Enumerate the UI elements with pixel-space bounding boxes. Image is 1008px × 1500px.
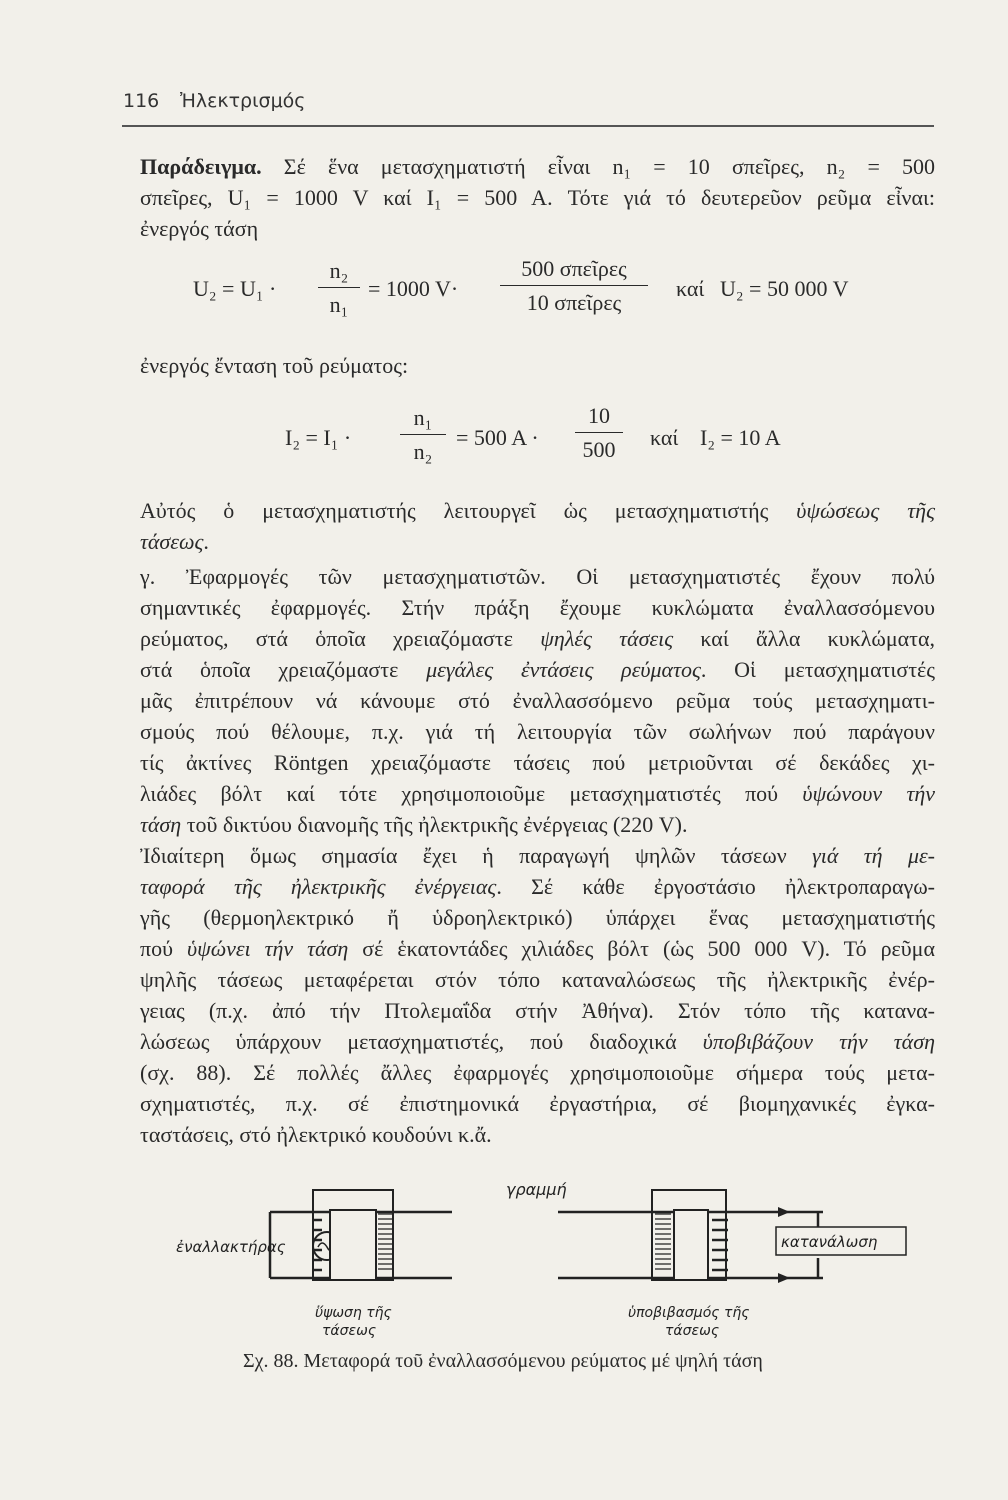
italic-text: ὑψώνουν τήν [802, 781, 936, 806]
text-line [140, 842, 935, 870]
italic-text: τάσεως [140, 529, 204, 554]
text-segment: γειας (π.χ. ἀπό τήν Πτολεμαΐδα στήν Ἀθήνα). Στόν τόπο τῆς κατανα- [140, 998, 935, 1023]
italic-text: μεγάλες ἐντάσεις ρεύματος [426, 657, 701, 682]
eq1-fraction-values [500, 256, 648, 316]
eq2-left: I₂ = I₁ · [285, 425, 352, 450]
text-line [140, 935, 935, 963]
text-line [140, 625, 935, 653]
text-line [140, 594, 935, 622]
text-line [140, 153, 935, 181]
text-line [140, 563, 935, 591]
text-segment: μᾶς ἐπιτρέπουν νά κάνουμε στό ἐναλλασσόμενο ρεῦμα τούς μετασχηματι- [140, 688, 935, 713]
text-segment: τοῦ δικτύου διανομῆς τῆς ἠλεκτρικῆς ἐνέργειας (220 V). [181, 812, 688, 837]
step-down-label-2: τάσεως [665, 1323, 720, 1339]
numerator: 10 [575, 403, 623, 433]
italic-text: ὑψώνει τήν τάση [186, 936, 349, 961]
text-segment: Οἱ μετασχηματιστές ἔχουν πολύ [545, 564, 935, 589]
eq1-mid: = 1000 V· [368, 276, 459, 301]
numerator: n₂ [318, 258, 360, 288]
text-line [140, 873, 935, 901]
denominator: n₁ [329, 292, 349, 317]
step-up-label: ὕψωση τῆς [315, 1305, 392, 1321]
step-down-transformer-icon [652, 1190, 726, 1280]
step-up-transformer-icon [313, 1190, 393, 1280]
text-segment: γῆς (θερμοηλεκτρικό ἤ ὑδροηλεκτρικό) ὑπάρχει ἕνας μετασχηματιστής [140, 905, 935, 930]
transformer-diagram [0, 1170, 1008, 1370]
text-segment: στά ὁποῖα χρειαζόμαστε [140, 657, 427, 682]
text-line [140, 997, 935, 1025]
text-line [140, 497, 935, 525]
text-line [140, 184, 935, 212]
eq1-fraction-turns [318, 258, 360, 318]
text-segment: ψηλῆς τάσεως μεταφέρεται στόν τόπο καταναλώσεως τῆς ἠλεκτρικῆς ἐνέρ- [140, 967, 935, 992]
text-segment: . [203, 529, 209, 554]
current-label: ἐνεργός ἔνταση τοῦ ρεύματος: [140, 353, 409, 378]
text-line [140, 528, 935, 556]
eq2-and: καί [650, 425, 679, 450]
text-segment: τίς ἀκτίνες Röntgen χρειαζόμαστε τάσεις πού μετριοῦνται σέ δεκάδες χι- [140, 750, 935, 775]
text-line [140, 780, 935, 808]
text-segment: . Σέ κάθε ἐργοστάσιο ἠλεκτροπαραγω- [496, 874, 935, 899]
denominator: n₂ [413, 439, 433, 464]
text-segment: σπεῖρες, U₁ = 1000 V καί I₁ = 500 A. Τότε γιά τό δευτερεῦον ρεῦμα εἶναι: [140, 185, 935, 210]
line-label: γραμμή [506, 1180, 567, 1199]
text-segment: ταστάσεις, στό ἠλεκτρικό κουδούνι κ.ἄ. [140, 1122, 492, 1147]
italic-text: γιά τή με- [812, 843, 935, 868]
step-up-label-2: τάσεως [322, 1323, 377, 1339]
text-line [140, 1059, 935, 1087]
text-segment: Ἰδιαίτερη ὅμως σημασία ἔχει ἡ παραγωγή ψηλῶν τάσεων [140, 843, 813, 868]
eq2-mid: = 500 A · [456, 425, 539, 450]
text-line [140, 656, 935, 684]
text-line [140, 811, 935, 839]
step-down-label: ὑποβιβασμός τῆς [628, 1305, 750, 1321]
eq1-result: U₂ = 50 000 V [720, 276, 849, 301]
text-segment: λιάδες βόλτ καί τότε χρησιμοποιοῦμε μετασχηματιστές πού [140, 781, 803, 806]
italic-text: ὑψώσεως τῆς [796, 498, 935, 523]
generator-label: ἐναλλακτήρας [176, 1238, 286, 1256]
italic-text: ψηλές τάσεις [540, 626, 674, 651]
text-segment: σημαντικές ἐφαρμογές. Στήν πράξη ἔχουμε κυκλώματα ἐναλλασσόμενου [140, 595, 935, 620]
eq2-fraction-values [575, 403, 623, 463]
italic-text: ὑποβιβάζουν τήν τάση [702, 1029, 935, 1054]
text-segment: λώσεως ὑπάρχουν μετασχηματιστές, πού διαδοχικά [140, 1029, 703, 1054]
italic-text: τάση [140, 812, 182, 837]
text-line [140, 966, 935, 994]
text-segment: (σχ. 88). Σέ πολλές ἄλλες ἐφαρμογές χρησιμοποιοῦμε σήμερα τούς μετα- [140, 1060, 935, 1085]
italic-text: ταφορά τῆς ἠλεκτρικῆς ἐνέργειας [140, 874, 497, 899]
text-segment: . Οἱ μετασχηματιστές [700, 657, 936, 682]
text-segment: ἐνεργός τάση [140, 216, 259, 241]
text-segment: πού [140, 936, 187, 961]
text-segment: καί ἄλλα κυκλώματα, [673, 626, 936, 651]
eq2-fraction-turns [400, 405, 446, 465]
eq1-left: U₂ = U₁ · [193, 276, 277, 301]
text-segment: σχηματιστές, π.χ. σέ ἐπιστημονικά ἐργαστήρια, σέ βιομηχανικές ἐγκα- [140, 1091, 935, 1116]
text-segment: Σέ ἕνα μετασχηματιστή εἶναι n₁ = 10 σπεῖρες, n₂ = 500 [261, 154, 935, 179]
text-segment: σέ ἑκατοντάδες χιλιάδες βόλτ (ὡς 500 000 V). Τό ρεῦμα [348, 936, 936, 961]
eq2-result: I₂ = 10 A [700, 425, 781, 450]
header-rule [122, 125, 934, 127]
text-line [140, 904, 935, 932]
denominator: 10 σπεῖρες [526, 290, 622, 315]
load-label: κατανάλωση [781, 1233, 878, 1251]
text-line [140, 687, 935, 715]
text-segment: ρεύματος, στά ὁποῖα χρειαζόμαστε [140, 626, 541, 651]
text-segment: γ. Ἐφαρμογές τῶν μετασχηματιστῶν. [140, 564, 546, 589]
text-segment: σμούς πού θέλουμε, π.χ. γιά τή λειτουργία τῶν σωλήνων πού παράγουν [140, 719, 935, 744]
numerator: n₁ [400, 405, 446, 435]
text-line [140, 1028, 935, 1056]
bold-text: Παράδειγμα. [140, 154, 262, 179]
numerator: 500 σπεῖρες [500, 256, 648, 286]
page-number: 116 [123, 90, 160, 112]
eq1-and: καί [676, 276, 705, 301]
denominator: 500 [582, 437, 616, 462]
text-line [140, 749, 935, 777]
text-segment: Αὐτός ὁ μετασχηματιστής λειτουργεῖ ὡς μετασχηματιστής [140, 498, 797, 523]
text-line [140, 1121, 935, 1149]
text-line [140, 1090, 935, 1118]
text-line [140, 718, 935, 746]
figure-caption: Σχ. 88. Μεταφορά τοῦ ἐναλλασσόμενου ρεύματος μέ ψηλή τάση [243, 1350, 763, 1372]
text-line [140, 215, 935, 243]
running-title: Ἠλεκτρισμός [180, 90, 306, 112]
